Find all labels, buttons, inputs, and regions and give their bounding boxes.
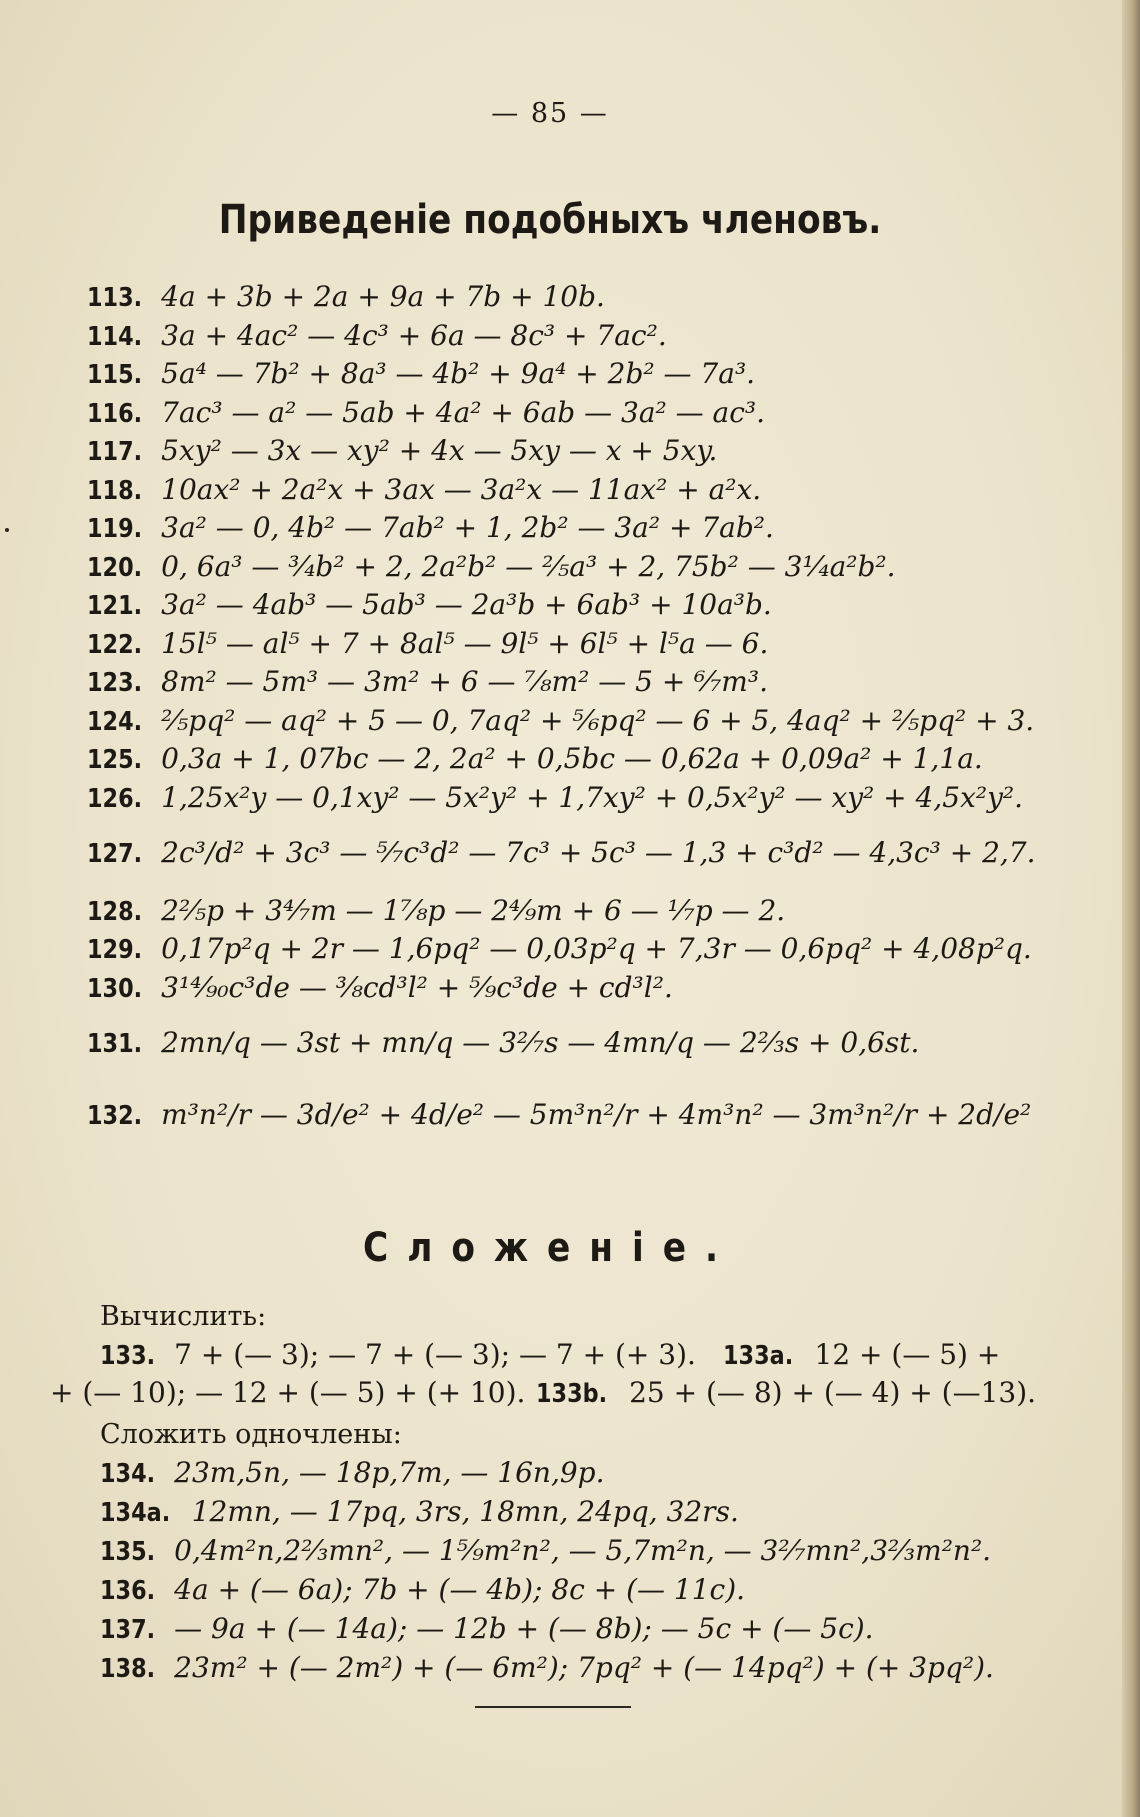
problem-row	[87, 702, 1097, 741]
problem-expression: 3a² — 0, 4b² — 7ab² + 1, 2b² — 3a² + 7ab².	[161, 511, 774, 544]
problem-expression: ²⁄₅pq² — aq² + 5 — 0, 7aq² + ⁵⁄₆pq² — 6 + 5, 4aq² + ²⁄₅pq² + 3.	[161, 703, 1035, 737]
problem-expression: 1,25x²y — 0,1xy² — 5x²y² + 1,7xy² + 0,5x²y² — xy² + 4,5x²y².	[161, 780, 1024, 814]
problem-row	[87, 779, 1097, 818]
section-title-addition: Сложеніе.	[363, 1225, 737, 1271]
problem-number: 121.	[87, 591, 143, 621]
problem-row	[87, 969, 1097, 1008]
problem-row	[100, 1493, 1110, 1532]
problem-number: 124.	[87, 706, 143, 737]
section-title-similar-terms: Приведеніе подобныхъ членовъ.	[218, 197, 882, 243]
problem-row	[100, 1571, 1110, 1610]
problem-row	[87, 394, 1097, 433]
problem-133-line-1	[100, 1336, 1110, 1375]
problem-number: 130.	[87, 973, 143, 1004]
problem-expression: 25 + (— 8) + (— 4) + (—13).	[629, 1376, 1037, 1409]
problem-number: 138.	[100, 1654, 156, 1684]
problem-row	[87, 930, 1097, 969]
problem-expression: 0,17p²q + 2r — 1,6pq² — 0,03p²q + 7,3r — 0,6pq² + 4,08p²q.	[161, 932, 1032, 965]
problem-row	[87, 834, 1097, 873]
problem-row	[87, 317, 1097, 356]
problem-expression: 2²⁄₅p + 3⁴⁄₇m — 1⁷⁄₈p — 2⁴⁄₉m + 6 — ¹⁄₇p — 2.	[161, 893, 786, 927]
problem-row	[100, 1649, 1110, 1688]
problem-number: 117.	[87, 437, 143, 467]
problem-expression: 2c³/d² + 3c³ — ⁵⁄₇c³d² — 7c³ + 5c³ — 1,3 + c³d² — 4,3c³ + 2,7.	[161, 835, 1036, 869]
problem-row	[87, 1096, 1097, 1135]
problem-expression: 4a + (— 6a); 7b + (— 4b); 8c + (— 11c).	[174, 1573, 746, 1606]
problem-number: 133a.	[722, 1341, 794, 1371]
problem-expression: 8m² — 5m³ — 3m² + 6 — ⁷⁄₈m² — 5 + ⁶⁄₇m³.	[161, 665, 768, 698]
problem-number: 115.	[87, 360, 143, 390]
problem-expression: 3a² — 4ab³ — 5ab³ — 2a³b + 6ab³ + 10a³b.	[161, 588, 772, 621]
problem-expression: 3a + 4ac² — 4c³ + 6a — 8c³ + 7ac².	[161, 318, 667, 352]
problem-row	[87, 740, 1097, 779]
problem-expression: 2mn/q — 3st + mn/q — 3²⁄₇s — 4mn/q — 2²⁄₃s + 0,6st.	[161, 1025, 920, 1059]
ink-speck	[5, 528, 9, 532]
problem-number: 128.	[87, 896, 143, 927]
problem-expression: — 9a + (— 14a); — 12b + (— 8b); — 5c + (— 5c).	[174, 1612, 874, 1645]
problem-row	[100, 1532, 1110, 1571]
problem-number: 122.	[87, 629, 143, 660]
problem-row	[87, 1024, 1097, 1063]
problem-expression: 23m² + (— 2m²) + (— 6m²); 7pq² + (— 14pq²) + (+ 3pq²).	[174, 1651, 994, 1684]
problem-number: 123.	[87, 668, 143, 698]
problem-row	[100, 1454, 1110, 1493]
problem-number: 120.	[87, 552, 143, 583]
problem-number: 134.	[100, 1459, 156, 1489]
add-monomials-label: Сложить одночлены:	[100, 1419, 402, 1450]
problem-expression: 5xy² — 3x — xy² + 4x — 5xy — x + 5xy.	[161, 434, 718, 467]
problem-number: 125.	[87, 745, 143, 775]
problem-expression: 0, 6a³ — ³⁄₄b² + 2, 2a²b² — ²⁄₅a³ + 2, 75b² — 3¹⁄₄a²b².	[161, 549, 896, 583]
problem-row	[87, 625, 1097, 664]
problem-133-line-2	[50, 1374, 1060, 1413]
problem-number: 132.	[87, 1100, 143, 1131]
problem-number: 131.	[87, 1028, 143, 1059]
problem-number: 133.	[100, 1341, 156, 1371]
problem-expression: 12mn, — 17pq, 3rs, 18mn, 24pq, 32rs.	[191, 1495, 739, 1528]
compute-label: Вычислить:	[100, 1301, 267, 1332]
problem-number: 113.	[87, 283, 143, 313]
end-rule	[475, 1706, 631, 1708]
problem-number: 127.	[87, 838, 143, 869]
problem-expression: 12 + (— 5) +	[814, 1338, 1001, 1371]
problem-row	[87, 509, 1097, 548]
problem-number: 136.	[100, 1576, 156, 1606]
problem-row	[87, 278, 1097, 317]
problem-expression: m³n²/r — 3d/e² + 4d/e² — 5m³n²/r + 4m³n² — 3m³n²/r + 2d/e²	[161, 1097, 1032, 1131]
problem-expression: 7 + (— 3); — 7 + (— 3); — 7 + (+ 3).	[174, 1338, 696, 1371]
problem-row	[87, 548, 1097, 587]
problem-number: 129.	[87, 935, 143, 965]
problem-number: 116.	[87, 398, 143, 429]
problem-number: 119.	[87, 514, 143, 544]
problem-row	[87, 432, 1097, 471]
page-number: — 85 —	[491, 98, 609, 129]
problem-expression: 5a⁴ — 7b² + 8a³ — 4b² + 9a⁴ + 2b² — 7a³.	[161, 357, 756, 390]
problem-row	[87, 471, 1097, 510]
problem-expression: 15l⁵ — al⁵ + 7 + 8al⁵ — 9l⁵ + 6l⁵ + l⁵a — 6.	[161, 626, 769, 660]
problem-expression: 3¹⁴⁄₉₀c³de — ³⁄₈cd³l² + ⁵⁄₉c³de + cd³l².	[161, 970, 673, 1004]
problem-expression: 0,4m²n,2²⁄₃mn², — 1⁵⁄₉m²n², — 5,7m²n, — 3²⁄₇mn²,3²⁄₃m²n².	[174, 1534, 992, 1567]
problem-number: 137.	[100, 1615, 156, 1645]
problem-number: 133b.	[536, 1379, 608, 1409]
problem-number: 126.	[87, 783, 143, 814]
problem-expression: 23m,5n, — 18p,7m, — 16n,9p.	[174, 1456, 605, 1489]
problem-row	[87, 355, 1097, 394]
problem-row	[87, 892, 1097, 931]
problem-number: 134a.	[100, 1498, 171, 1528]
problem-number: 114.	[87, 321, 143, 352]
problem-row	[87, 663, 1097, 702]
problem-expression: 4a + 3b + 2a + 9a + 7b + 10b.	[161, 280, 605, 313]
page-edge	[1122, 0, 1140, 1817]
problem-row	[87, 586, 1097, 625]
problem-expression: 0,3a + 1, 07bc — 2, 2a² + 0,5bc — 0,62a + 0,09a² + 1,1a.	[161, 742, 983, 775]
problem-row	[100, 1610, 1110, 1649]
problem-number: 135.	[100, 1537, 156, 1567]
problem-expression: + (— 10); — 12 + (— 5) + (+ 10).	[50, 1376, 526, 1409]
problem-expression: 7ac³ — a² — 5ab + 4a² + 6ab — 3a² — ac³.	[161, 395, 766, 429]
problem-expression: 10ax² + 2a²x + 3ax — 3a²x — 11ax² + a²x.	[161, 472, 762, 506]
problem-number: 118.	[87, 475, 143, 506]
